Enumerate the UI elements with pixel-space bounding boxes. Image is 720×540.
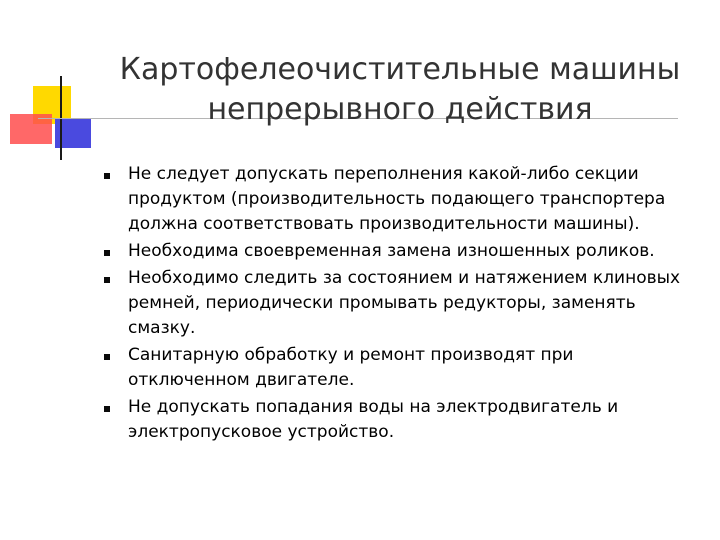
list-item: [96, 343, 696, 393]
list-item: [96, 239, 696, 264]
bullet-text: Санитарную обработку и ремонт производят при отключенном двигателе.: [128, 345, 574, 390]
bullet-text: Необходима своевременная замена изношенных роликов.: [128, 241, 655, 261]
square-bullet-icon: [104, 173, 110, 179]
square-bullet-icon: [104, 354, 110, 360]
square-bullet-icon: [104, 406, 110, 412]
list-item: [96, 162, 696, 237]
bullet-text: Необходимо следить за состоянием и натяжением клиновых ремней, периодически промывать редукторы, заменять смазку.: [128, 268, 681, 338]
bullet-text: Не допускать попадания воды на электродвигатель и электропусковое устройство.: [128, 397, 619, 442]
slide-title-line-1: Картофелеочистительные машины: [119, 52, 681, 87]
square-bullet-icon: [104, 277, 110, 283]
slide-title: [95, 50, 705, 130]
list-item: [96, 395, 696, 445]
bullet-text: Не следует допускать переполнения какой-либо секции продуктом (производительность подающего транспортера должна соответствовать производительности машины).: [128, 164, 666, 234]
square-bullet-icon: [104, 250, 110, 256]
slide-title-line-2: непрерывного действия: [207, 92, 593, 127]
list-item: [96, 266, 696, 341]
bullet-list: [96, 162, 696, 447]
